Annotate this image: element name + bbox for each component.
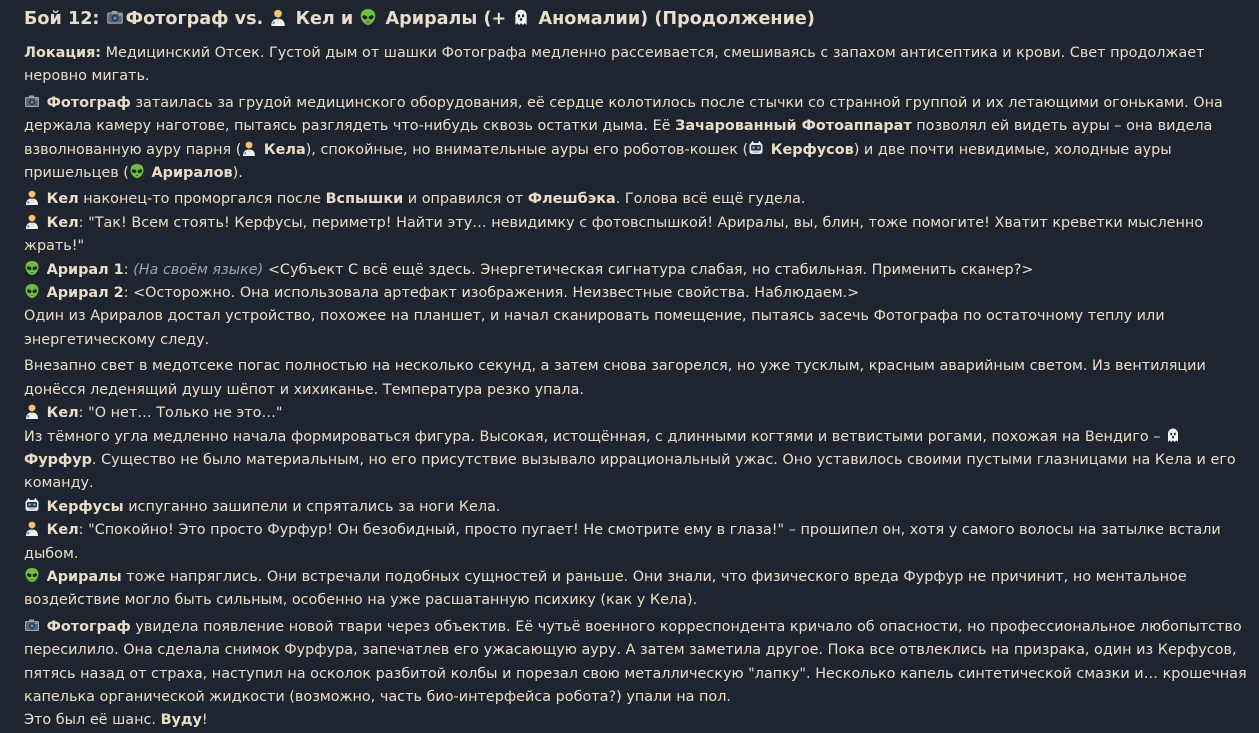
title-kel: Кел и bbox=[295, 9, 354, 29]
paragraph-kel-line-3: Кел: "Спокойно! Это просто Фурфур! Он безобидный, просто пугает! Не смотрите ему в глаза!" – прошипел он, хотя у самого волосы на затылке встали дыбом. bbox=[24, 522, 1221, 562]
person-icon bbox=[24, 189, 40, 205]
speaker-name: Арирал 1 bbox=[46, 261, 124, 278]
speaker-name: Кел bbox=[46, 522, 79, 539]
speaker-name: Арирaлы bbox=[46, 568, 122, 585]
voodoo-emphasis: Вуду bbox=[160, 712, 202, 729]
speaker-name: Фотограф bbox=[46, 94, 131, 111]
paragraph-photographer-snapshot: Фотограф увидела появление новой твари через объектив. Её чутьё военного корреспондента кричало об опасности, но профессиональное любопытство пересилило. Она сделала снимок Фурфура, запечатлев его ужасающую ауру. А затем заметила другое. Пока все отвлеклись на призрака, один из Керфусов, пятясь назад от страха, наступил на осколок разбитой колбы и порезал свою металлическую "лапку". Несколько капель синтетической смазки и… крошечная капелька органической жидкости (возможно, часть био-интерфейса робота?) упали на пол. bbox=[24, 618, 1247, 705]
story-container bbox=[24, 6, 1250, 733]
paragraph-scanner: Один из Арирaлов достал устройство, похожее на планшет, и начал сканировать помещение, пытаясь засечь Фотографа по остаточному теплу или энергетическому следу. bbox=[24, 308, 1165, 348]
speaker-name: Кел bbox=[46, 214, 79, 231]
paragraph-furfur-appears: Из тёмного угла медленно начала формироваться фигура. Высокая, истощённая, с длинными когтями и ветвистыми рогами, похожая на Вендиго – Фурфур. Существо не было материальным, но его присутствие вызывало иррациональный ужас. Оно уставилось своими пустыми глазницами на Кела и его команду. bbox=[24, 428, 1236, 492]
ghost-icon bbox=[1165, 427, 1181, 443]
speaker-name: Кел bbox=[46, 191, 79, 208]
alien-icon bbox=[24, 260, 40, 276]
title-prefix: Бой 12: bbox=[24, 9, 100, 29]
person-icon bbox=[24, 520, 40, 536]
alien-icon bbox=[24, 567, 40, 583]
language-aside: (На своём языке) bbox=[133, 261, 264, 278]
person-icon bbox=[269, 8, 287, 26]
camera-icon bbox=[24, 617, 40, 633]
alien-icon bbox=[359, 8, 377, 26]
paragraph-voodoo: Это был её шанс. Вуду! bbox=[24, 712, 208, 729]
person-icon bbox=[24, 403, 40, 419]
speaker-name: Кел bbox=[46, 405, 79, 422]
location-label: Локация: bbox=[24, 45, 102, 61]
paragraph-photographer-hiding: Фотограф затаилась за грудой медицинского оборудования, её сердце колотилось после стычки со странной группой и их летающими огоньками. Она держала камеру наготове, пытаясь разглядеть что-нибудь сквозь остатки дыма. Её Зачарованный Фотоаппарат позволял ей видеть ауры – она видела взволнованную ауру парня ( Кела), спокойные, но внимательные ауры его роботов-кошек ( Керфусов) и две почти невидимые, холодные ауры пришельцев ( Арирaлов). bbox=[24, 94, 1223, 182]
person-icon bbox=[241, 140, 257, 156]
page-title bbox=[24, 6, 1250, 32]
paragraph-ariral-1: Арирал 1: (На своём языке) <Субъект С всё ещё здесь. Энергетическая сигнатура слабая, но стабильная. Применить сканер?> bbox=[24, 259, 1250, 282]
title-arirals: Арирaлы (+ bbox=[385, 9, 507, 29]
alien-icon bbox=[24, 283, 40, 299]
ghost-icon bbox=[512, 8, 530, 26]
title-anomalies: Аномалии) (Продолжение) bbox=[538, 9, 815, 29]
paragraph-kel-recovers: Кел наконец-то проморгался после Вспышки и оправился от Флешбэка. Голова всё ещё гудела. bbox=[24, 188, 1250, 211]
camera-icon bbox=[106, 8, 124, 26]
paragraph-arirals-tense: Арирaлы тоже напряглись. Они встречали подобных сущностей и раньше. Они знали, что физического вреда Фурфур не причинит, но ментальное воздействие могло быть сильным, особенно на уже расшатанную психику (как у Кела). bbox=[24, 568, 1187, 609]
person-icon bbox=[24, 213, 40, 229]
paragraph-ariral-2: Арирал 2: <Осторожно. Она использовала артефакт изображения. Неизвестные свойства. Наблюдаем.> bbox=[24, 282, 1250, 305]
paragraph-kel-line-1: Кел: "Так! Всем стоять! Керфусы, периметр! Найти эту… невидимку с фотовспышкой! Арирaлы, вы, блин, тоже помогите! Хватит креветки мысленно жрать!" bbox=[24, 214, 1204, 255]
robot-cat-icon bbox=[748, 140, 764, 156]
paragraph-location: Локация: Медицинский Отсек. Густой дым от шашки Фотографа медленно рассеивается, смешиваясь с запахом антисептика и крови. Свет продолжает неровно мигать. bbox=[24, 45, 1205, 85]
speaker-name: Фотограф bbox=[46, 618, 131, 635]
paragraph-kel-line-2: Кел: "О нет… Только не это…" bbox=[24, 402, 1250, 425]
robot-cat-icon bbox=[24, 497, 40, 513]
speaker-name: Керфусы bbox=[46, 498, 124, 515]
alien-icon bbox=[129, 163, 145, 179]
speaker-name: Арирал 2 bbox=[46, 285, 124, 302]
paragraph-kerfus-hiss: Керфусы испуганно зашипели и спрятались за ноги Кела. bbox=[24, 496, 1250, 519]
title-photographer: Фотограф vs. bbox=[125, 9, 264, 29]
camera-icon bbox=[24, 93, 40, 109]
paragraph-lights-out: Внезапно свет в медотсеке погас полностью на несколько секунд, а затем снова загорелся, но уже тусклым, красным аварийным светом. Из вентиляции донёсся леденящий душу шёпот и хихиканье. Температура резко упала. bbox=[24, 358, 1206, 398]
